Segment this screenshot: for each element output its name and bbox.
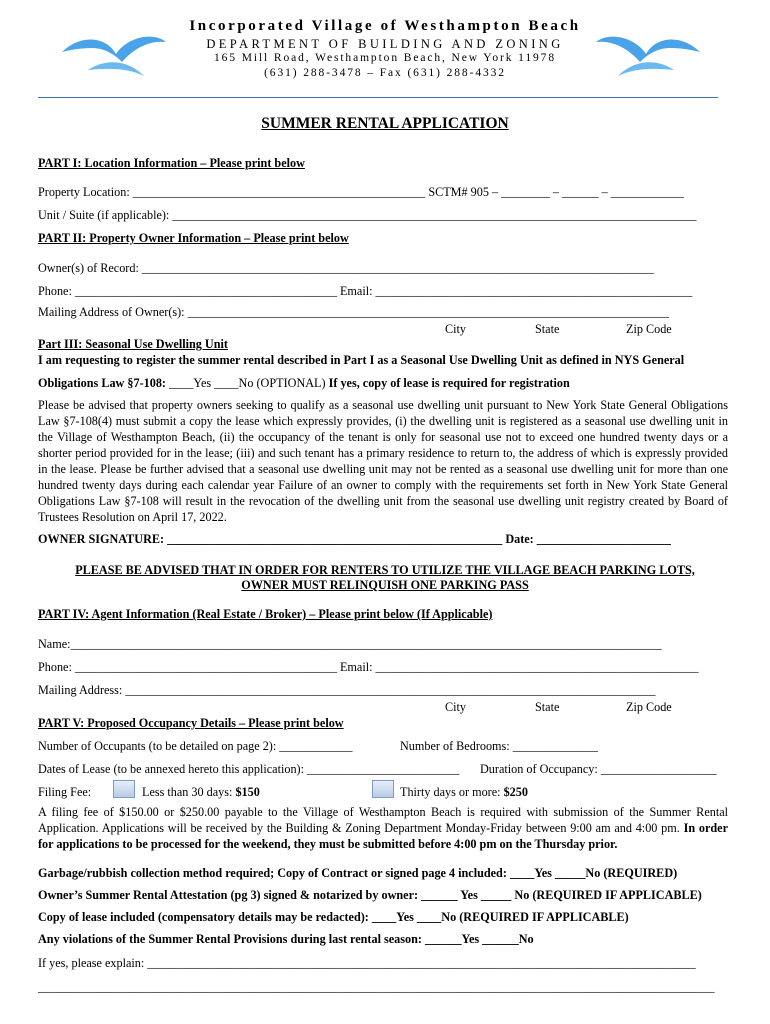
part3-request-line1: I am requesting to register the summer rental described in Part I as a Seasonal Use Dwelling Unit as defined in NYS General <box>38 353 685 367</box>
obligations-law-label: Obligations Law §7-108: <box>38 376 166 390</box>
duration-of-occupancy-field[interactable]: Duration of Occupancy: ___________________ <box>480 762 717 776</box>
filing-fee-paragraph <box>38 804 728 852</box>
thirty-days-or-more-fee: $250 <box>503 785 528 799</box>
optional-yes-no-field[interactable]: ____Yes ____No (OPTIONAL) <box>165 376 329 390</box>
part2-heading: PART II: Property Owner Information – Please print below <box>38 231 349 245</box>
dates-of-lease-field[interactable]: Dates of Lease (to be annexed hereto this application): _________________________ <box>38 762 460 776</box>
parking-notice-line2: OWNER MUST RELINQUISH ONE PARKING PASS <box>241 578 529 592</box>
less-than-30-days-checkbox[interactable] <box>113 780 135 798</box>
agent-state-label: State <box>535 700 560 714</box>
part1-heading: PART I: Location Information – Please print below <box>38 156 305 170</box>
part5-heading: PART V: Proposed Occupancy Details – Please print below <box>38 716 344 730</box>
filing-fee-info: A filing fee of $150.00 or $250.00 payable to the Village of Westhampton Beach is required with submission of the Summer Rental Application. Applications will be received by the Building & Zoning Department Monday-Friday between 9:00 am and 4:00 pm. <box>38 805 728 835</box>
garbage-collection-field[interactable]: Garbage/rubbish collection method required; Copy of Contract or signed page 4 included: ____Yes _____No (REQUIRED) <box>38 866 678 880</box>
violations-field[interactable]: Any violations of the Summer Rental Provisions during last rental season: ______Yes ______No <box>38 932 534 946</box>
part3-request-line2 <box>38 376 570 391</box>
number-of-bedrooms-field[interactable]: Number of Bedrooms: ______________ <box>400 739 599 753</box>
owner-state-label: State <box>535 322 560 336</box>
less-than-30-days-label: Less than 30 days: <box>142 785 236 799</box>
lease-copy-field[interactable]: Copy of lease included (compensatory details may be redacted): ____Yes ____No (REQUIRED IF APPLICABLE) <box>38 910 629 924</box>
less-than-30-days-option <box>142 785 260 800</box>
thirty-days-or-more-option <box>400 785 528 800</box>
number-of-occupants-field[interactable]: Number of Occupants (to be detailed on page 2): ____________ <box>38 739 353 753</box>
agent-phone-email-field[interactable]: Phone: ___________________________________________ Email: _____________________________________________________ <box>38 660 699 674</box>
village-name: Incorporated Village of Westhampton Beach <box>189 18 581 34</box>
owner-phone-email-field[interactable]: Phone: ___________________________________________ Email: ____________________________________________________ <box>38 284 693 298</box>
thirty-days-or-more-label: Thirty days or more: <box>400 785 504 799</box>
part4-heading: PART IV: Agent Information (Real Estate / Broker) – Please print below (If Applicable) <box>38 607 493 621</box>
less-than-30-days-fee: $150 <box>235 785 260 799</box>
owner-signature-field[interactable]: OWNER SIGNATURE: _______________________________________________________ Date: ______________________ <box>38 532 671 546</box>
village-address: 165 Mill Road, Westhampton Beach, New York 11978 <box>214 52 556 64</box>
property-location-field[interactable]: Property Location: ________________________________________________ SCTM# 905 – ________ – ______ – ____________ <box>38 185 684 199</box>
agent-city-label: City <box>445 700 466 714</box>
filing-fee-label: Filing Fee: <box>38 785 92 799</box>
agent-mailing-address-field[interactable]: Mailing Address: _______________________________________________________________________________________ <box>38 683 656 697</box>
document-title: SUMMER RENTAL APPLICATION <box>261 115 509 132</box>
header-divider <box>38 97 718 98</box>
agent-zip-label: Zip Code <box>626 700 672 714</box>
violations-explanation-continuation[interactable]: _______________________________________________________________________________________________________________ <box>38 980 715 994</box>
weekend-processing-note: In order for applications to be processed for the weekend, they must be submitted before 4:00 pm on the Thursday prior. <box>38 821 729 851</box>
part3-heading: Part III: Seasonal Use Dwelling Unit <box>38 337 228 351</box>
owners-of-record-field[interactable]: Owner(s) of Record: ____________________________________________________________________________________ <box>38 261 654 275</box>
parking-notice-line1: PLEASE BE ADVISED THAT IN ORDER FOR RENTERS TO UTILIZE THE VILLAGE BEACH PARKING LOTS, <box>75 563 695 577</box>
unit-suite-field[interactable]: Unit / Suite (if applicable): ______________________________________________________________________________________ <box>38 208 697 222</box>
lease-required-note: If yes, copy of lease is required for registration <box>328 376 570 390</box>
owner-zip-label: Zip Code <box>626 322 672 336</box>
seasonal-use-advisory: Please be advised that property owners seeking to qualify as a seasonal use dwelling unit pursuant to New York State General Obligations Law §7-108(4) must submit a copy the lease which expressly provides, (i) the dwelling unit is registered as a seasonal use dwelling unit in the Village of Westhampton Beach, (ii) the occupancy of the tenant is only for seasonal use not to exceed one hundred twenty days or a shorter period provided for in the lease; (iii) and such tenant has a primary residence to return to, the address of which is expressly provided in the lease. Please be further advised that a seasonal use dwelling unit may not be rented as a seasonal use dwelling unit for more than one hundred twenty days during each calendar year Failure of an owner to comply with the requirements set forth in New York State General Obligations Law §7-108 will result in the revocation of the dwelling unit from the seasonal use dwelling unit registry created by Board of Trustees Resolution on April 17, 2022. <box>38 398 728 524</box>
owner-mailing-address-field[interactable]: Mailing Address of Owner(s): _______________________________________________________________________________ <box>38 305 670 319</box>
village-phone-fax: (631) 288-3478 – Fax (631) 288-4332 <box>264 67 506 79</box>
violations-explanation-field[interactable]: If yes, please explain: __________________________________________________________________________________________ <box>38 956 696 970</box>
thirty-days-or-more-checkbox[interactable] <box>372 780 394 798</box>
owner-city-label: City <box>445 322 466 336</box>
department-name: DEPARTMENT OF BUILDING AND ZONING <box>206 37 564 51</box>
owner-attestation-field[interactable]: Owner’s Summer Rental Attestation (pg 3) signed & notarized by owner: ______ Yes _____ No (REQUIRED IF APPLICABLE) <box>38 888 702 902</box>
agent-name-field[interactable]: Name:_________________________________________________________________________________________________ <box>38 637 662 651</box>
